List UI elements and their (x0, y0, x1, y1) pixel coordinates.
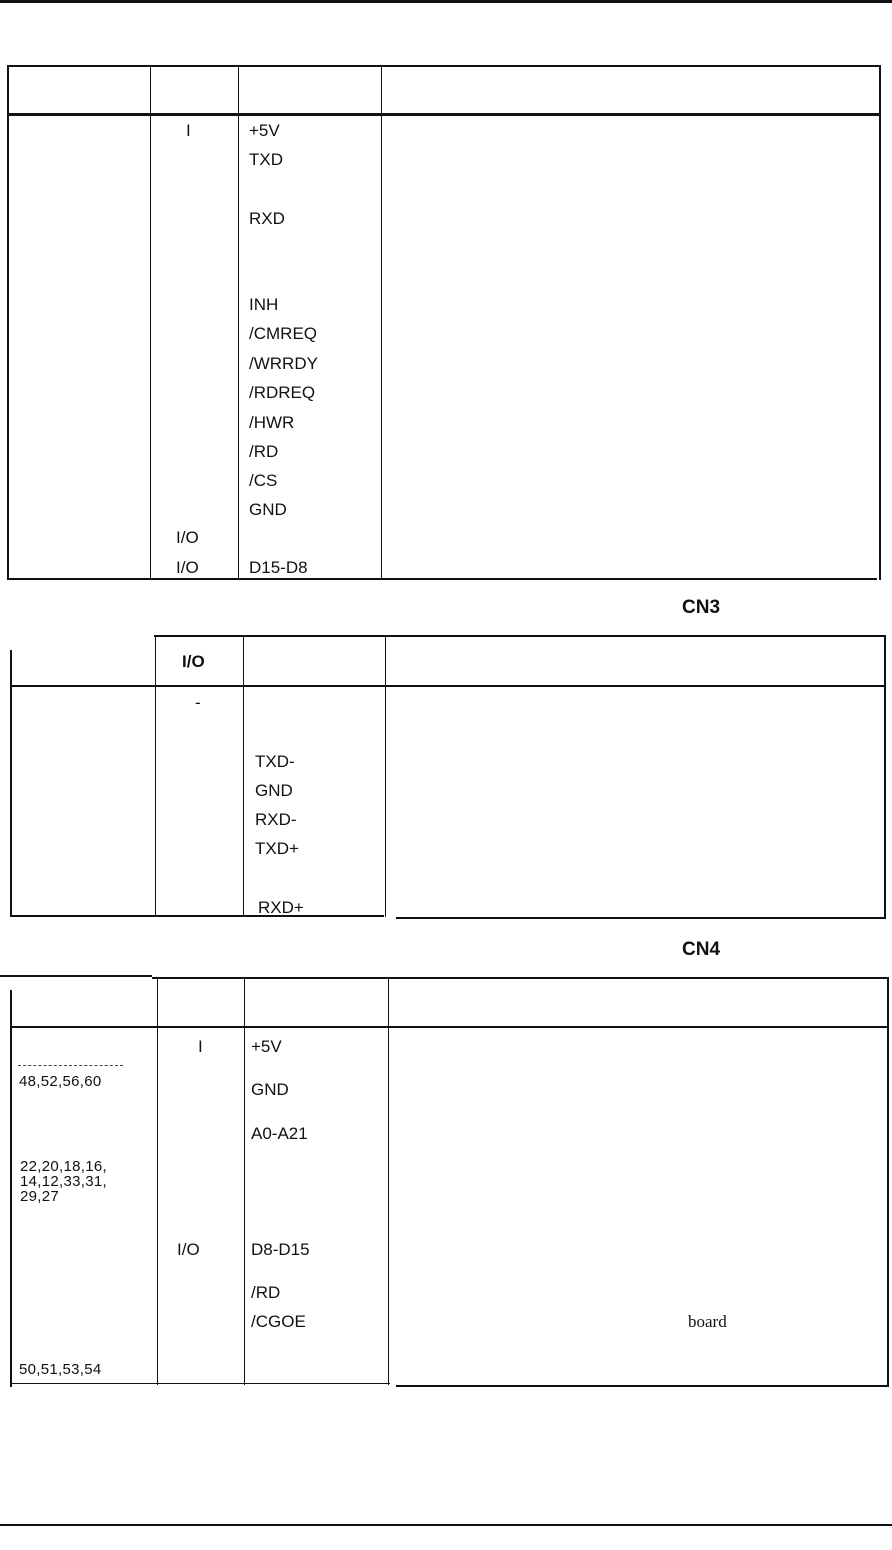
table1-col-divider-2 (238, 65, 239, 580)
table1-signal-cell: /RDREQ (249, 383, 316, 402)
table3-pin-cell: 14,12,33,31, (20, 1173, 108, 1190)
table3-right-border (887, 977, 889, 1387)
table3-top-border-left (0, 975, 152, 977)
table3-top-border-right (152, 977, 889, 979)
table3-signal-cell: D8-D15 (251, 1240, 310, 1259)
table3-io-cell: I (198, 1037, 203, 1056)
table2-signal-cell: RXD- (255, 810, 297, 829)
table2-signal-cell: RXD+ (258, 898, 304, 917)
table1-left-border (7, 65, 9, 580)
table3-pin-fragment (18, 1065, 123, 1070)
table3-pin-cell: 50,51,53,54 (19, 1361, 102, 1378)
table3-io-cell: I/O (177, 1240, 200, 1259)
table1-col-divider-1 (150, 65, 151, 580)
table1-top-border (7, 65, 880, 67)
table3-signal-cell: /RD (251, 1283, 281, 1302)
table3-desc-cell: board (688, 1312, 727, 1331)
table2-col-divider-1 (155, 635, 156, 917)
table3-col-divider-1 (157, 977, 158, 1385)
table1-signal-cell: /RD (249, 442, 279, 461)
table3-pin-cell: 29,27 (20, 1188, 60, 1205)
table1-signal-cell: /HWR (249, 413, 295, 432)
table1-signal-cell: /CS (249, 471, 278, 490)
table1-signal-cell: /WRRDY (249, 354, 318, 373)
table2-col-divider-3 (385, 635, 386, 917)
table3-bottom-border-left (10, 1383, 390, 1384)
table1-bottom-border (7, 578, 877, 580)
table2-heading: CN3 (682, 597, 721, 618)
table2-bottom-border-right (396, 917, 885, 919)
table3-pin-cell: 48,52,56,60 (19, 1073, 102, 1090)
table1-signal-cell: RXD (249, 209, 285, 228)
table2-col-divider-2 (243, 635, 244, 917)
table3-signal-cell: /CGOE (251, 1312, 306, 1331)
table3-signal-cell: A0-A21 (251, 1124, 308, 1143)
table3-signal-cell: +5V (251, 1037, 282, 1056)
table3-header-border (10, 1026, 889, 1028)
table1-signal-cell: D15-D8 (249, 558, 308, 577)
table3-pin-cell: 22,20,18,16, (20, 1158, 108, 1175)
table2-bottom-border-left (10, 915, 384, 917)
table2-signal-cell: GND (255, 781, 293, 800)
table1-col-divider-3 (381, 65, 382, 580)
page-top-rule (0, 0, 892, 3)
table1-signal-cell: GND (249, 500, 287, 519)
table3-bottom-border-right (396, 1385, 888, 1387)
table1-signal-cell: /CMREQ (249, 324, 317, 343)
table2-signal-cell: TXD+ (255, 839, 299, 858)
table1-signal-cell: +5V (249, 121, 280, 140)
table1-io-cell: I (186, 121, 191, 140)
table2-header-border (10, 685, 886, 687)
table1-header-border (7, 113, 880, 116)
table3-signal-cell: GND (251, 1080, 289, 1099)
table1-io-cell: I/O (176, 558, 199, 577)
table3-heading: CN4 (682, 939, 721, 960)
table1-signal-cell: TXD (249, 150, 283, 169)
table3-col-divider-3 (388, 977, 389, 1385)
table2-top-border (154, 635, 886, 637)
table3-col-divider-2 (244, 977, 245, 1385)
table1-signal-cell: INH (249, 295, 279, 314)
table2-io-cell: - (195, 693, 201, 712)
table2-signal-cell: TXD- (255, 752, 295, 771)
table1-io-cell: I/O (176, 528, 199, 547)
table2-io-header: I/O (182, 652, 205, 671)
table1-right-border (879, 65, 881, 580)
page-bottom-rule (0, 1524, 892, 1526)
table2-right-border (884, 635, 886, 919)
table2-left-border (10, 650, 12, 917)
table3-left-border (10, 990, 12, 1387)
